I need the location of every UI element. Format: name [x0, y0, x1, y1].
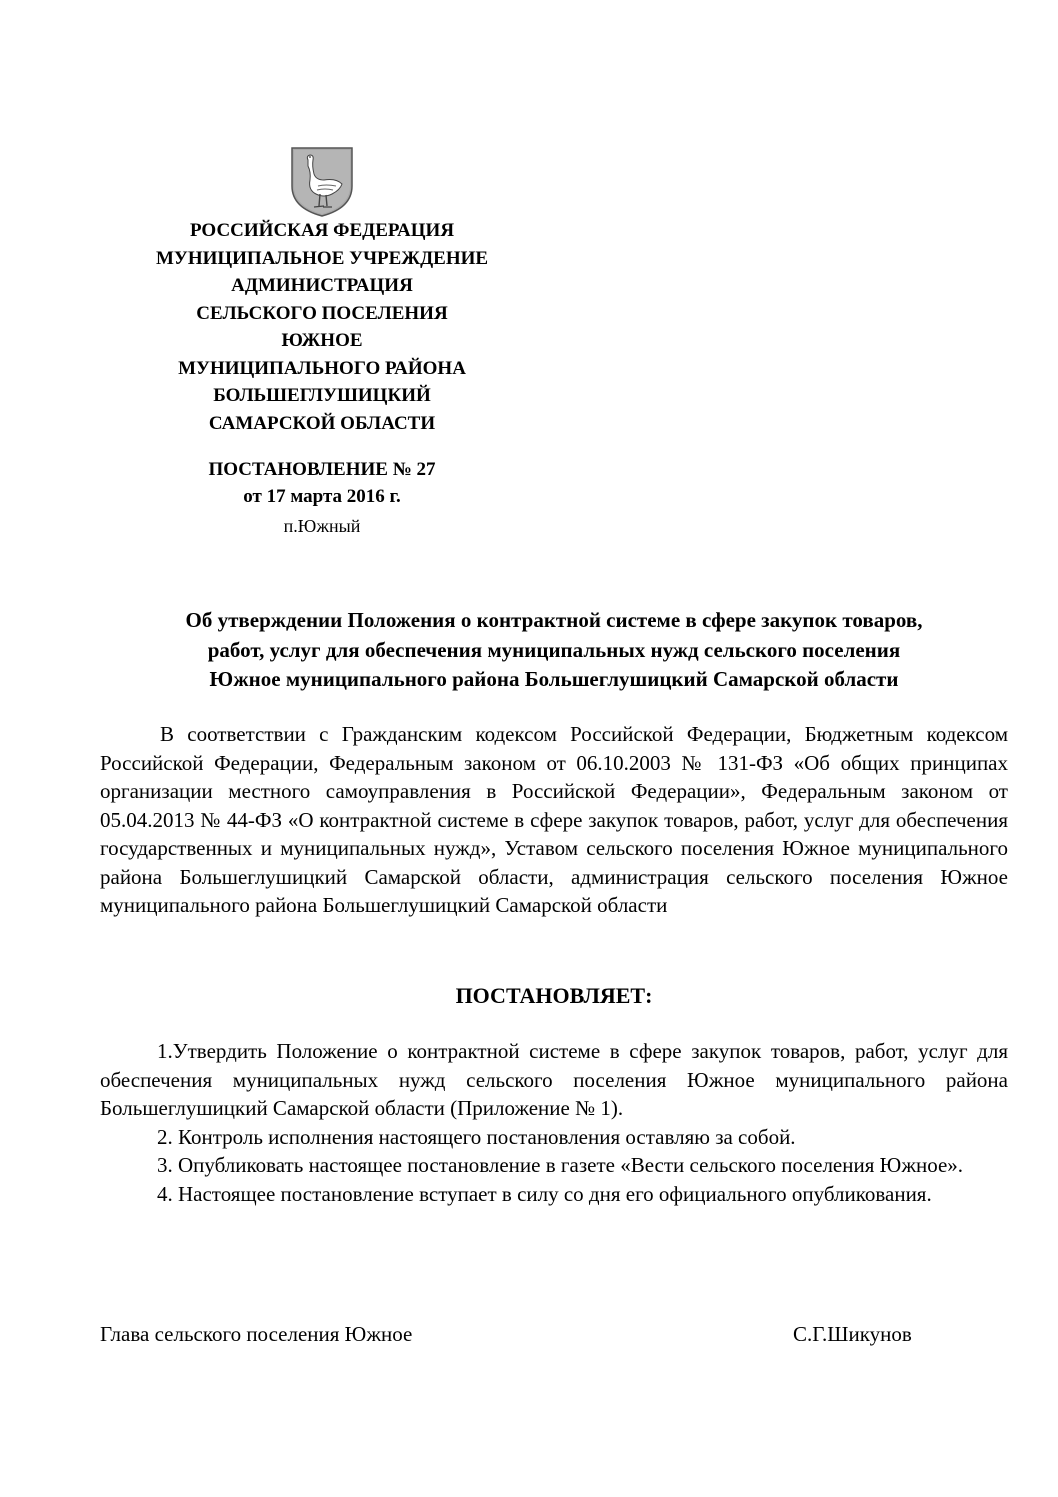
- header-line-settlement: СЕЛЬСКОГО ПОСЕЛЕНИЯ: [196, 302, 448, 324]
- decree-subject: [100, 606, 1008, 695]
- signatory-position: Глава сельского поселения Южное: [100, 1322, 413, 1346]
- decree-heading: [100, 456, 544, 510]
- header-line-administration: АДМИНИСТРАЦИЯ: [231, 275, 413, 296]
- organization-header: [100, 217, 544, 437]
- header-line-settlement-name: ЮЖНОЕ: [281, 330, 363, 351]
- decree-date: от 17 марта 2016 г.: [243, 486, 401, 507]
- decree-place: п.Южный: [283, 516, 361, 536]
- signatory-name: С.Г.Шикунов: [793, 1322, 912, 1346]
- bustard-emblem-icon: [290, 146, 354, 218]
- preamble-paragraph: В соответствии с Гражданским кодексом Российской Федерации, Бюджетным кодексом Российской Федерации, Федеральным законом от 06.10.2003 № 131-ФЗ «Об общих принципах организации местного самоуправления в Российской Федерации», Федеральным законом от 05.04.2013 № 44-ФЗ «О контрактной системе в сфере закупок товаров, работ, услуг для обеспечения государственных и муниципальных нужд», Уставом сельского поселения Южное муниципального района Большеглушицкий Самарской области, администрация сельского поселения Южное муниципального района Большеглушицкий Самарской области: [100, 722, 1008, 917]
- header-line-district: МУНИЦИПАЛЬНОГО РАЙОНА: [178, 357, 466, 379]
- signature-block: [100, 1320, 940, 1348]
- decree-item: 4. Настоящее постановление вступает в силу со дня его официального опубликования.: [157, 1181, 932, 1206]
- header-line-institution: МУНИЦИПАЛЬНОЕ УЧРЕЖДЕНИЕ: [155, 247, 489, 269]
- decree-item: 3. Опубликовать настоящее постановление в газете «Вести сельского поселения Южное».: [157, 1153, 964, 1177]
- subject-line: Об утверждении Положения о контрактной системе в сфере закупок товаров,: [185, 608, 923, 632]
- subject-line: работ, услуг для обеспечения муниципальных нужд сельского поселения: [207, 637, 901, 662]
- header-line-country: РОССИЙСКАЯ ФЕДЕРАЦИЯ: [189, 220, 455, 241]
- decree-number: ПОСТАНОВЛЕНИЕ № 27: [208, 459, 436, 480]
- decree-items: [100, 1037, 1008, 1208]
- decree-item: 1.Утвердить Положение о контрактной системе в сфере закупок товаров, работ, услуг для обеспечения муниципальных нужд сельского поселения Южное муниципального района Большеглушицкий Самарской области (Приложение № 1).: [100, 1039, 1008, 1120]
- header-line-district-name: БОЛЬШЕГЛУШИЦКИЙ: [213, 385, 431, 406]
- subject-line: Южное муниципального района Большеглушицкий Самарской области: [209, 667, 899, 691]
- resolves-heading: ПОСТАНОВЛЯЕТ:: [455, 983, 653, 1008]
- header-line-region: САМАРСКОЙ ОБЛАСТИ: [208, 412, 436, 434]
- decree-item: 2. Контроль исполнения настоящего постановления оставляю за собой.: [157, 1124, 796, 1149]
